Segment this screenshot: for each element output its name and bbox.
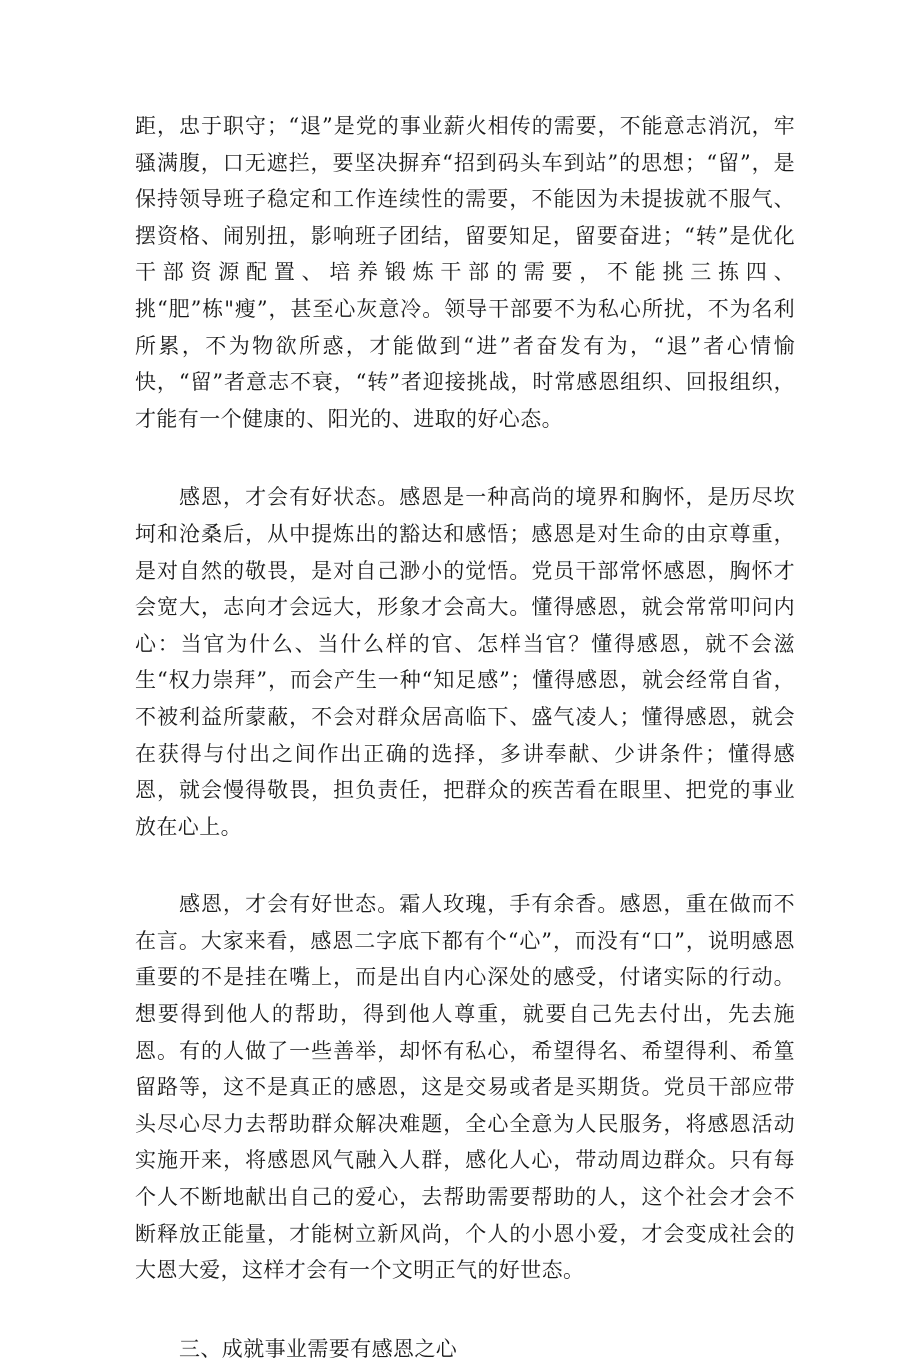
- paragraph-good-society: 感恩，才会有好世态。霜人玫瑰，手有余香。感恩，重在做而不在言。大家来看，感恩二字底下都有个“心”，而没有“口”，说明感恩重要的不是挂在嘴上，而是出自内心深处的感受，付诸实际的行动。想要得到他人的帮助，得到他人尊重，就要自己先去付出，先去施恩。有的人做了一些善举，却怀有私心，希望得名、希望得利、希篁留路等，这不是真正的感恩，这是交易或者是买期货。党员干部应带头尽心尽力去帮助群众解决难题，全心全意为人民服务，将感恩活动实施开来，将感恩风气融入人群，感化人心，带动周边群众。只有每个人不断地献出自己的爱心，去帮助需要帮助的人，这个社会才会不断释放正能量，才能树立新风尚，个人的小恩小爱，才会变成社会的大恩大爱，这样才会有一个文明正气的好世态。: [135, 892, 795, 1283]
- document-body: [135, 108, 795, 1367]
- section-heading: 三、成就事业需要有感恩之心: [179, 1336, 458, 1361]
- paragraph-continuation: 距，忠于职守；“退”是党的事业薪火相传的需要，不能意志消沉，牢骚满腹，口无遮拦，要坚决摒弃“招到码头车到站”的思想；“留”，是保持领导班子稳定和工作连续性的需要，不能因为未提拔就不服气、摆资格、闹别扭，影响班子团结，留要知足，留要奋进；“转”是优化干部资源配置、培养锻炼干部的需要，不能挑三拣四、挑“肥”栋"瘦”，甚至心灰意冷。领导干部要不为私心所扰，不为名利所累，不为物欲所惑，才能做到“进”者奋发有为，“退”者心情愉快，“留”者意志不衰，“转”者迎接挑战，时常感恩组织、回报组织，才能有一个健康的、阳光的、进取的好心态。: [135, 114, 795, 431]
- paragraph-good-state: 感恩，才会有好状态。感恩是一种高尚的境界和胸怀，是历尽坎坷和沧桑后，从中提炼出的豁达和感悟；感恩是对生命的由京尊重，是对自然的敬畏，是对自己渺小的觉悟。党员干部常怀感恩，胸怀才会宽大，志向才会远大，形象才会高大。懂得感恩，就会常常叩问内心：当官为什么、当什么样的官、怎样当官？懂得感恩，就不会滋生“权力崇拜”，而会产生一种“知足感”；懂得感恩，就会经常自省，不被利益所蒙蔽，不会对群众居高临下、盛气凌人；懂得感恩，就会在获得与付出之间作出正确的选择，多讲奉献、少讲条件；懂得感恩，就会慢得敬畏，担负责任，把群众的疾苦看在眼里、把党的事业放在心上。: [135, 485, 795, 839]
